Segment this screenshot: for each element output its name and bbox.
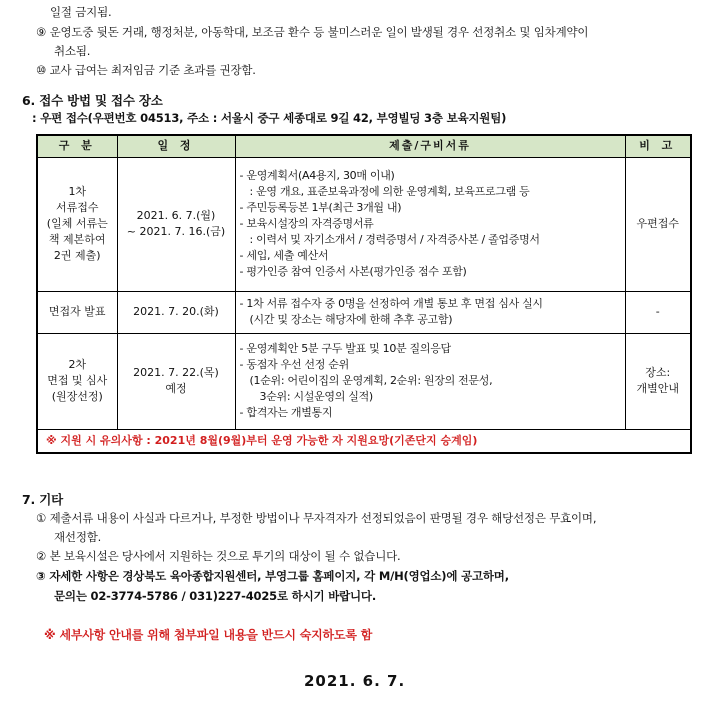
table-header-row bbox=[37, 135, 691, 157]
warning-text: ※ 세부사항 안내를 위해 첨부파일 내용을 반드시 숙지하도록 함 bbox=[44, 628, 373, 642]
table-row bbox=[37, 333, 691, 429]
header-category: 구 분 bbox=[37, 135, 117, 157]
row2-category: 면접자 발표 bbox=[37, 291, 117, 333]
header-docs: 제출/구비서류 bbox=[235, 135, 625, 157]
row1-category: 1차 서류접수 (일체 서류는 책 제본하여 2권 제출) bbox=[37, 157, 117, 291]
header-schedule: 일 정 bbox=[117, 135, 235, 157]
section-heading: 6. 접수 방법 및 접수 장소 bbox=[22, 93, 163, 108]
row2-note: - bbox=[625, 291, 691, 333]
row1-docs: - 운영계획서(A4용지, 30매 이내) : 운영 개요, 표준보육과정에 의한 운영계획, 보육프로그램 등 - 주민등록등본 1부(최근 3개월 내) - 보육시설장의 자격증명서류 : 이력서 및 자기소개서 / 경력증명서 / 자격증사본 / 졸업증명서 - 세입, 세출 예산서 - 평가인증 참여 인증서 사본(평가인증 점수 포함) bbox=[235, 157, 625, 291]
row3-docs: - 운영계획안 5분 구두 발표 및 10분 질의응답 - 동점자 우선 선정 순위 (1순위: 어린이집의 운영계획, 2순위: 원장의 전문성, 3순위: 시설운영의 실적) - 합격자는 개별통지 bbox=[235, 333, 625, 429]
schedule-table bbox=[36, 134, 692, 454]
text-line: ① 제출서류 내용이 사실과 다르거나, 부정한 방법이나 무자격자가 선정되었음이 판명될 경우 해당선정은 무효이며, bbox=[36, 511, 597, 525]
document-date: 2021. 6. 7. bbox=[304, 672, 406, 690]
text-line: 일절 금지됨. bbox=[50, 5, 112, 19]
row1-note: 우편접수 bbox=[625, 157, 691, 291]
row3-note: 장소: 개별안내 bbox=[625, 333, 691, 429]
text-line: ③ 자세한 사항은 경상북도 육아종합지원센터, 부영그룹 홈페이지, 각 M/H(영업소)에 공고하며, bbox=[36, 569, 509, 583]
address-line: : 우편 접수(우편번호 04513, 주소 : 서울시 중구 세종대로 9길 42, 부영빌딩 3층 보육지원팀) bbox=[32, 111, 507, 125]
text-line: 취소됨. bbox=[54, 44, 91, 58]
text-line: ⑨ 운영도중 뒷돈 거래, 행정처분, 아동학대, 보조금 환수 등 불미스러운 일이 발생될 경우 선정취소 및 임차계약이 bbox=[36, 25, 589, 39]
section-heading: 7. 기타 bbox=[22, 492, 63, 507]
table-row bbox=[37, 157, 691, 291]
text-line: 재선정함. bbox=[54, 530, 102, 544]
row2-docs: - 1차 서류 접수자 중 0명을 선정하여 개별 통보 후 면접 심사 실시 (시간 및 장소는 해당자에 한해 추후 공고함) bbox=[235, 291, 625, 333]
header-note: 비 고 bbox=[625, 135, 691, 157]
text-line: ⑩ 교사 급여는 최저임금 기준 초과를 권장함. bbox=[36, 63, 256, 77]
row3-category: 2차 면접 및 심사 (원장선정) bbox=[37, 333, 117, 429]
row3-schedule: 2021. 7. 22.(목) 예정 bbox=[117, 333, 235, 429]
row1-schedule: 2021. 6. 7.(월) ~ 2021. 7. 16.(금) bbox=[117, 157, 235, 291]
table-row bbox=[37, 291, 691, 333]
notice-text: ※ 지원 시 유의사항 : 2021년 8월(9월)부터 운영 가능한 자 지원요망(기존단지 승계임) bbox=[37, 429, 691, 453]
text-line: ② 본 보육시설은 당사에서 지원하는 것으로 투기의 대상이 될 수 없습니다. bbox=[36, 549, 401, 563]
row2-schedule: 2021. 7. 20.(화) bbox=[117, 291, 235, 333]
text-line: 문의는 02-3774-5786 / 031)227-4025로 하시기 바랍니다. bbox=[54, 589, 376, 603]
notice-row bbox=[37, 429, 691, 453]
